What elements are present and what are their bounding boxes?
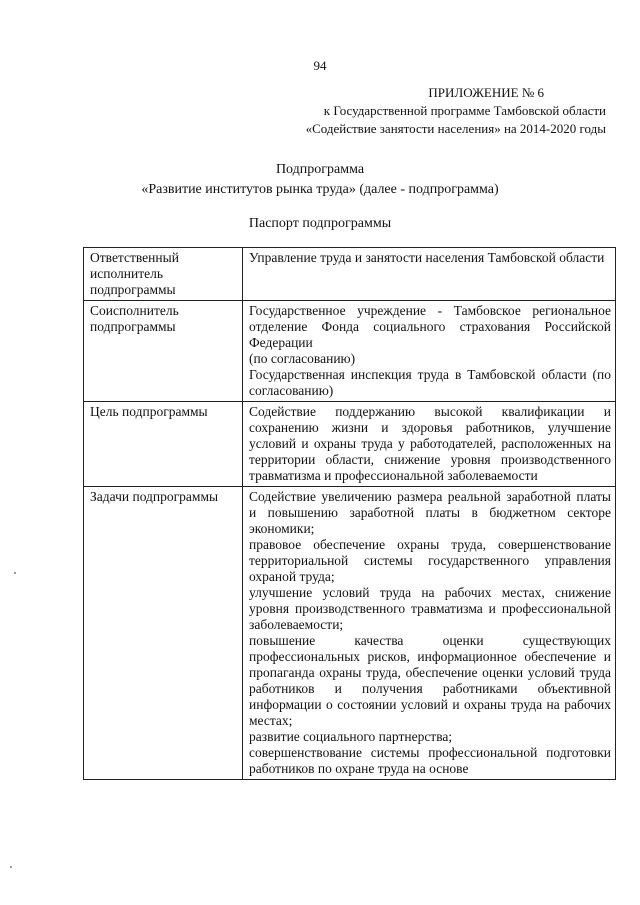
- value-line: правовое обеспечение охраны труда, совершенствование территориальной системы государственного управления охраной труда;: [249, 537, 611, 584]
- appendix-reference: к Государственной программе Тамбовской области: [323, 103, 606, 118]
- appendix-program-name: «Содействие занятости населения» на 2014-2020 годы: [305, 121, 606, 136]
- subprogram-title: «Развитие институтов рынка труда» (далее - подпрограмма): [141, 182, 499, 197]
- scan-speck: [10, 866, 12, 868]
- page-number: 94: [313, 58, 327, 73]
- value-line: Содействие увеличению размера реальной заработной платы и повышению заработной платы в бюджетном секторе экономики;: [249, 489, 611, 536]
- table-row: [84, 248, 616, 301]
- value-line: улучшение условий труда на рабочих местах, снижение уровня производственного травматизма и профессиональной заболеваемости;: [249, 585, 611, 632]
- table-row: [84, 487, 616, 780]
- subprogram-label: Подпрограмма: [275, 162, 365, 177]
- value-line: (по согласованию): [249, 351, 356, 366]
- row-value: [243, 487, 616, 780]
- appendix-number: ПРИЛОЖЕНИЕ № 6: [428, 85, 544, 100]
- appendix-header: [276, 84, 606, 138]
- row-value: [243, 248, 616, 301]
- passport-title: Паспорт подпрограммы: [248, 216, 392, 231]
- row-value: [243, 402, 616, 487]
- passport-table: [83, 247, 616, 780]
- value-line: совершенствование системы профессиональной подготовки работников по охране труда на основе: [249, 745, 611, 776]
- value-line: развитие социального партнерства;: [249, 729, 453, 744]
- row-label: Ответственный исполнитель подпрограммы: [84, 248, 243, 301]
- value-line: Содействие поддержанию высокой квалификации и сохранению жизни и здоровья работников, улучшение условий и охраны труда у работодателей, расположенных на территории области, снижение уровня производственного травматизма и профессиональной заболеваемости: [249, 404, 611, 483]
- table-row: [84, 402, 616, 487]
- value-line: повышение качества оценки существующих профессиональных рисков, информационное обеспечение и пропаганда охраны труда, обеспечение оценки условий труда работников и получения работниками объективной информации о состоянии условий и охраны труда на рабочих местах;: [249, 633, 611, 728]
- row-label: Цель подпрограммы: [84, 402, 243, 487]
- scan-speck: [14, 572, 16, 574]
- value-line: Государственное учреждение - Тамбовское региональное отделение Фонда социального страхования Российской Федерации: [249, 303, 611, 350]
- value-line: Управление труда и занятости населения Тамбовской области: [249, 250, 605, 265]
- row-value: [243, 301, 616, 402]
- row-label: Задачи подпрограммы: [84, 487, 243, 780]
- table-row: [84, 301, 616, 402]
- subprogram-heading: [0, 160, 640, 200]
- row-label: Соисполнитель подпрограммы: [84, 301, 243, 402]
- value-line: Государственная инспекция труда в Тамбовской области (по согласованию): [249, 367, 611, 398]
